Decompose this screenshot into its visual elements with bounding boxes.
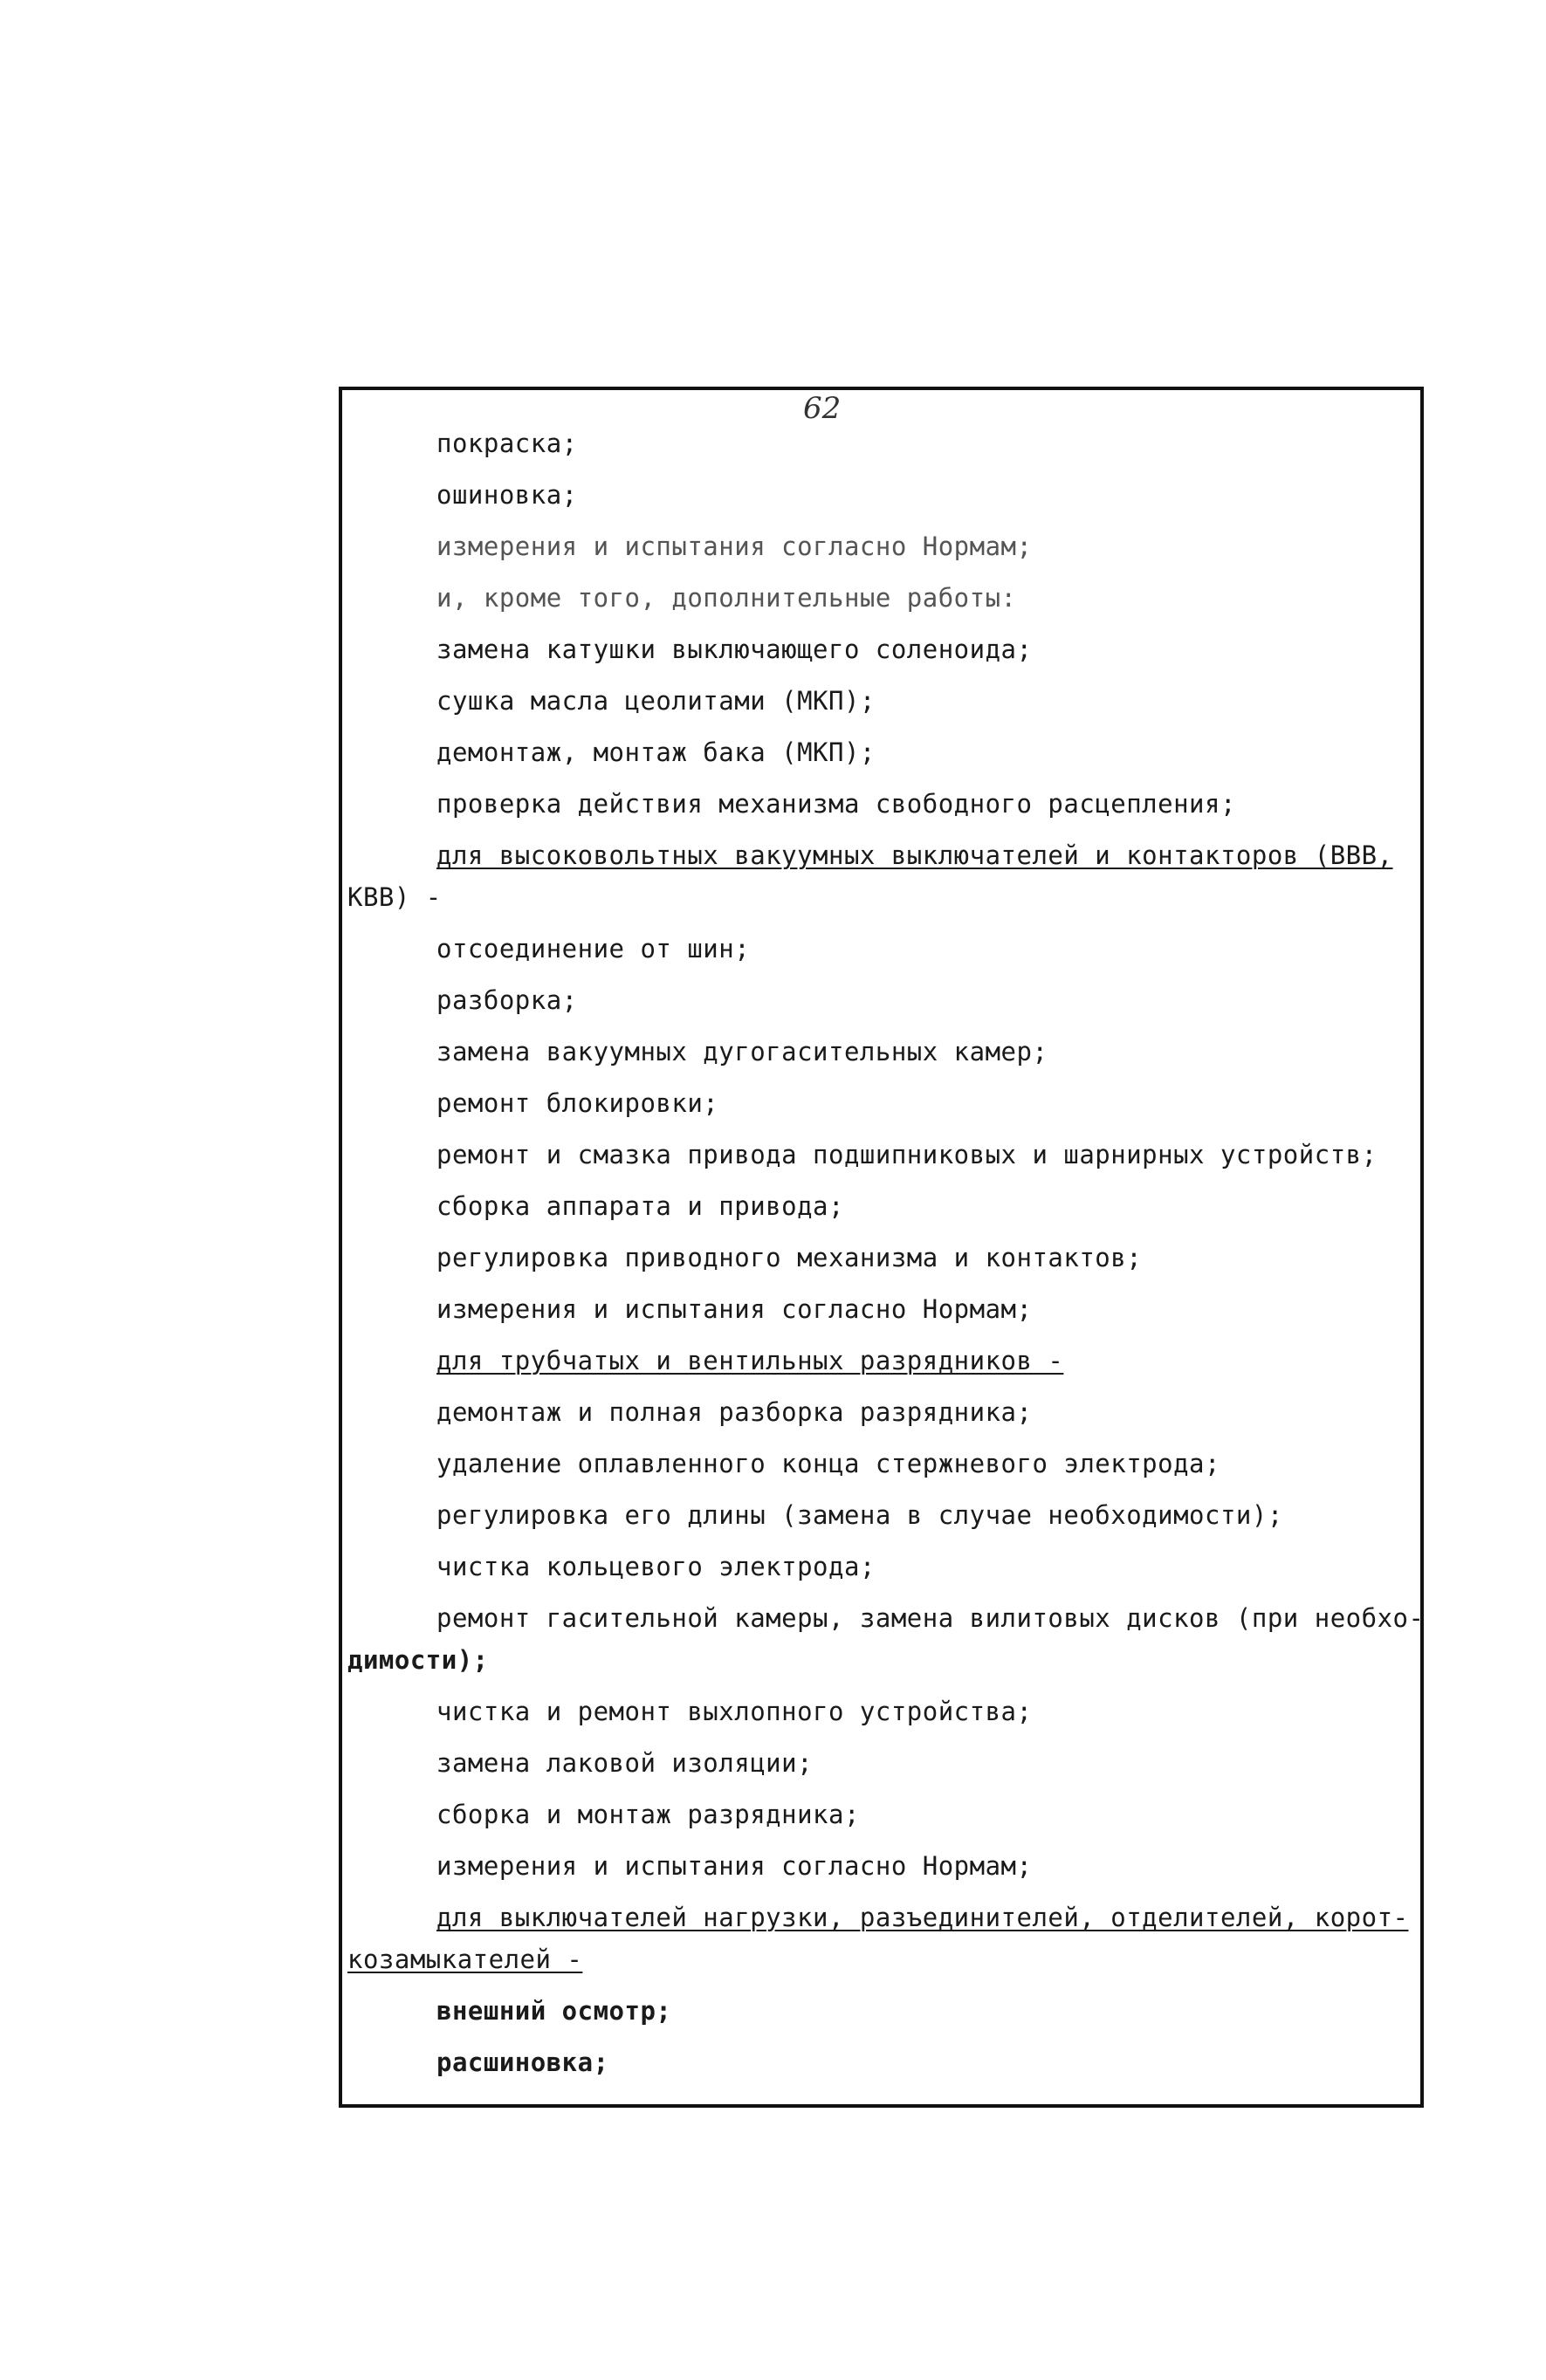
text-line: замена катушки выключающего соленоида; — [436, 634, 1033, 664]
section-heading: для трубчатых и вентильных разрядников - — [436, 1346, 1064, 1375]
text-line: проверка действия механизма свободного расцепления; — [436, 789, 1236, 819]
text-line: демонтаж и полная разборка разрядника; — [436, 1397, 1033, 1427]
section-heading: козамыкателей - — [347, 1944, 583, 1974]
text-line: измерения и испытания согласно Нормам; — [436, 532, 1033, 561]
text-line: ремонт и смазка привода подшипниковых и шарнирных устройств; — [436, 1140, 1378, 1169]
text-line: ремонт гасительной камеры, замена вилитовых дисков (при необхо- — [436, 1603, 1425, 1633]
text-line: чистка кольцевого электрода; — [436, 1552, 876, 1581]
text-line: замена вакуумных дугогасительных камер; — [436, 1037, 1048, 1067]
section-heading: КВВ) - — [347, 882, 442, 912]
text-line: измерения и испытания согласно Нормам; — [436, 1294, 1033, 1324]
text-line: регулировка приводного механизма и контактов; — [436, 1243, 1143, 1272]
text-line: регулировка его длины (замена в случае необходимости); — [436, 1500, 1283, 1530]
text-line: внешний осмотр; — [436, 1996, 672, 2026]
text-line: разборка; — [436, 985, 578, 1015]
text-line: демонтаж, монтаж бака (МКП); — [436, 737, 876, 767]
text-line: покраска; — [436, 429, 578, 458]
section-heading: для высоковольтных вакуумных выключателей и контакторов (ВВВ, — [436, 840, 1393, 870]
text-line: ремонт блокировки; — [436, 1088, 719, 1118]
text-line: удаление оплавленного конца стержневого электрода; — [436, 1449, 1220, 1478]
text-line: замена лаковой изоляции; — [436, 1748, 814, 1778]
text-line: ошиновка; — [436, 480, 578, 510]
text-line: отсоединение от шин; — [436, 934, 751, 964]
text-line: сушка масла цеолитами (МКП); — [436, 686, 876, 716]
section-heading: для выключателей нагрузки, разъединителей, отделителей, корот- — [436, 1903, 1409, 1932]
text-line: димости); — [347, 1645, 489, 1675]
text-line: расшиновка; — [436, 2047, 609, 2077]
page-number: 62 — [803, 391, 842, 426]
text-line: сборка аппарата и привода; — [436, 1191, 844, 1221]
text-line: сборка и монтаж разрядника; — [436, 1800, 860, 1829]
text-line: и, кроме того, дополнительные работы: — [436, 583, 1017, 613]
text-line: чистка и ремонт выхлопного устройства; — [436, 1697, 1033, 1726]
text-line: измерения и испытания согласно Нормам; — [436, 1851, 1033, 1881]
